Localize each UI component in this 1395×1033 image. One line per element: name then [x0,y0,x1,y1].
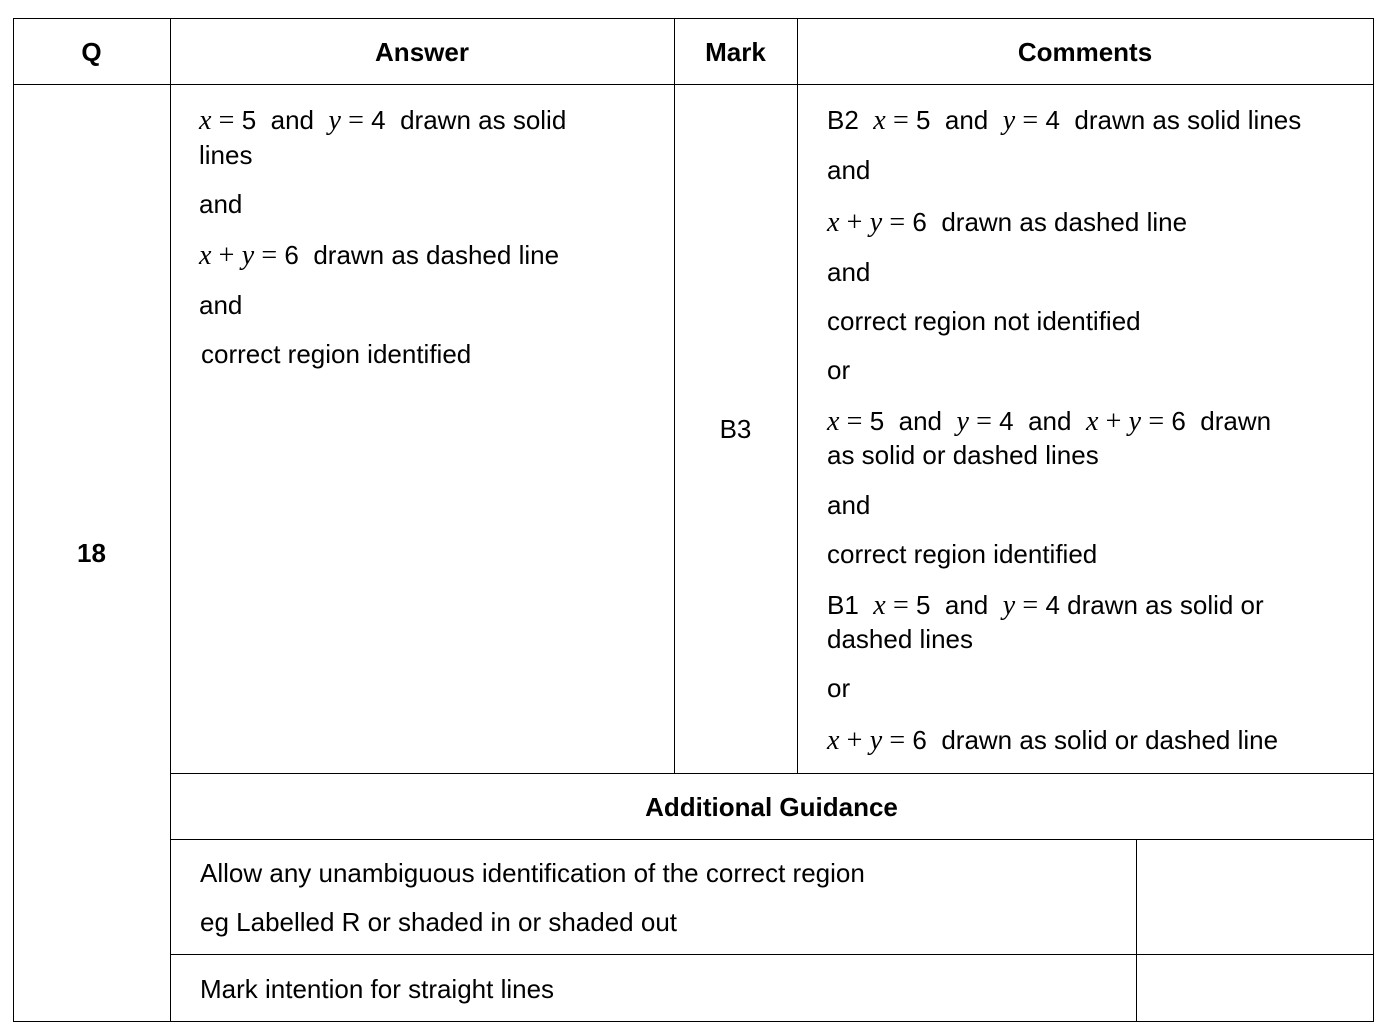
table-border-top [13,18,1374,19]
comment-combined-wrap: as solid or dashed lines [827,440,1099,470]
comment-identified: correct region identified [827,539,1098,569]
guidance-row-1-line-2: eg Labelled R or shaded in or shaded out [200,907,678,937]
table-border-right [1373,18,1374,1022]
comment-dashed: x + y = 6 drawn as dashed line [827,207,1188,238]
header-q: Q [81,37,102,67]
guidance-row-divider [170,954,1374,955]
table-border-left [13,18,14,1022]
comment-or-a: or [827,355,851,385]
header-mark: Mark [705,37,766,67]
guidance-header-divider [170,839,1374,840]
guidance-top-divider [170,773,1374,774]
answer-line-3: correct region identified [201,339,472,369]
answer-and-2: and [199,290,243,320]
answer-line-1: x = 5 and y = 4 drawn as solid [199,105,567,136]
column-divider-answer [674,18,675,774]
comment-combined: x = 5 and y = 4 and x + y = 6 drawn [827,406,1272,437]
comment-and-a: and [827,155,871,185]
header-answer: Answer [375,37,469,67]
comment-not-identified: correct region not identified [827,306,1141,336]
column-divider-q [170,18,171,1022]
guidance-column-divider [1136,839,1137,1022]
answer-line-1-wrap: lines [199,140,253,170]
table-border-bottom [13,1021,1374,1022]
guidance-title: Additional Guidance [645,792,898,822]
guidance-row-1-line-1: Allow any unambiguous identification of the correct region [200,858,865,888]
comment-and-c: and [827,490,871,520]
question-number: 18 [77,538,106,568]
mark-value: B3 [719,414,752,444]
comment-and-b: and [827,257,871,287]
comment-or-b: or [827,673,851,703]
comment-b1: B1 x = 5 and y = 4 drawn as solid or [827,590,1264,621]
comment-b1-wrap: dashed lines [827,624,973,654]
answer-and-1: and [199,189,243,219]
header-comments: Comments [1017,37,1153,67]
answer-line-2: x + y = 6 drawn as dashed line [199,240,560,271]
guidance-row-2: Mark intention for straight lines [200,974,555,1004]
column-divider-mark [797,18,798,774]
comment-last: x + y = 6 drawn as solid or dashed line [827,725,1279,756]
comment-b2: B2 x = 5 and y = 4 drawn as solid lines [827,105,1302,136]
header-divider [13,84,1374,85]
